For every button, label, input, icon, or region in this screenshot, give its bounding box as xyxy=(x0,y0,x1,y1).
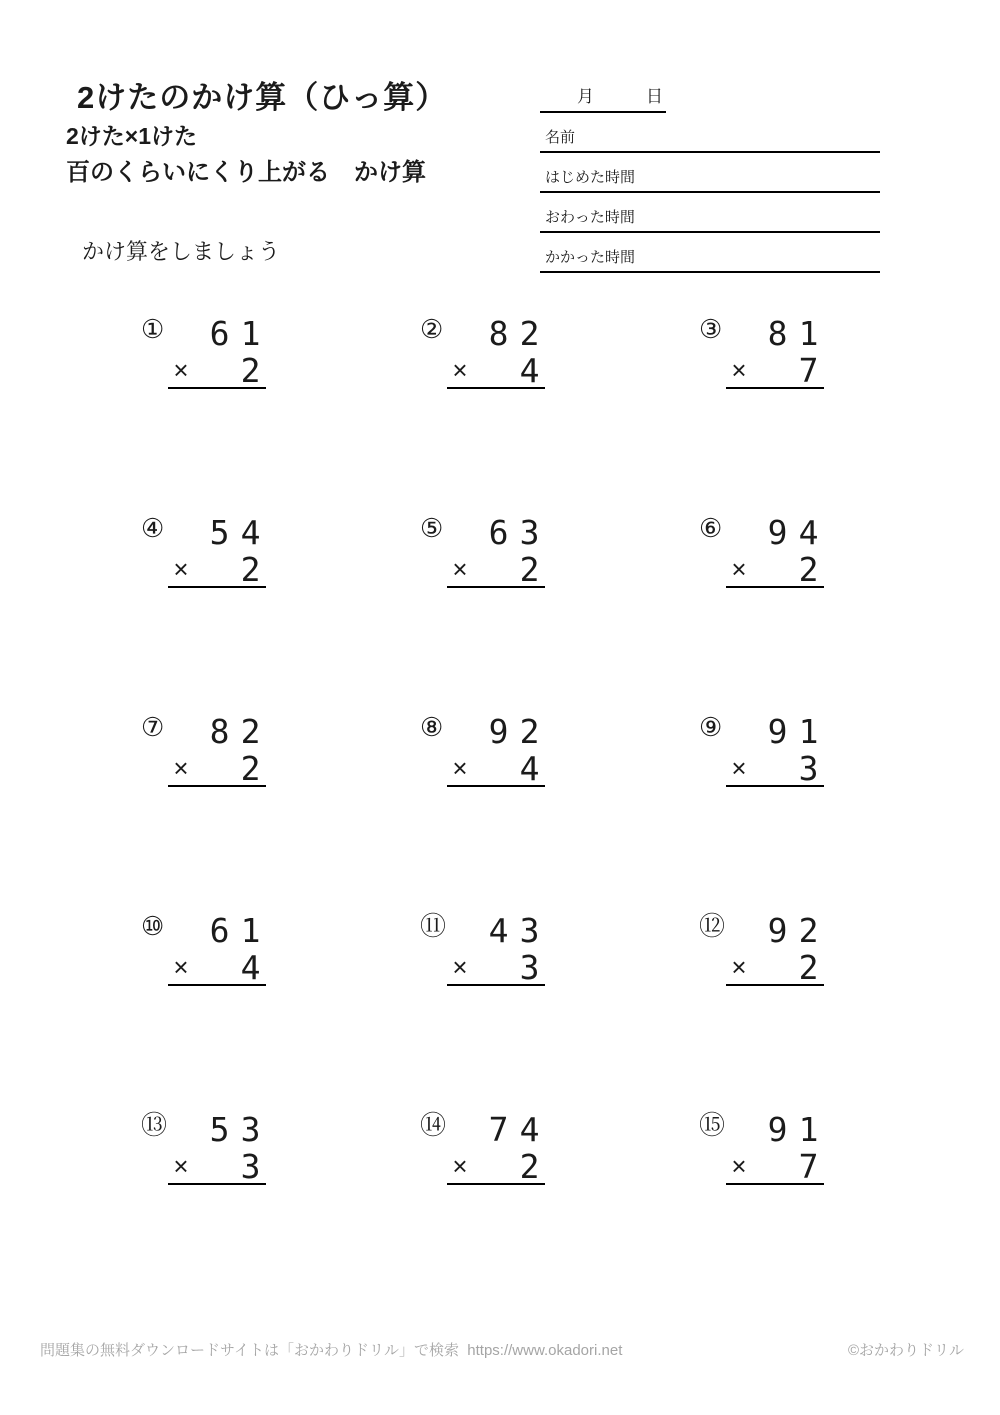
multiply-icon: × xyxy=(731,1151,747,1181)
problem-10 xyxy=(141,911,420,1110)
multiplier-digit: 7 xyxy=(798,1147,819,1186)
multiplicand-tens-digit: 9 xyxy=(767,911,788,950)
calc-area xyxy=(168,712,266,787)
multiplicand-ones-digit: 2 xyxy=(798,911,819,950)
calc-area xyxy=(726,513,824,588)
multiplier-digit: 2 xyxy=(798,550,819,589)
problem-number-icon: ⑦ xyxy=(141,712,165,742)
multiply-icon: × xyxy=(452,355,468,385)
multiplicand-tens-digit: 5 xyxy=(209,1110,230,1149)
instruction-text: かけ算をしましょう xyxy=(82,239,281,264)
problem-15 xyxy=(699,1110,978,1309)
multiplicand-row xyxy=(168,712,266,752)
problem-13 xyxy=(141,1110,420,1309)
calc-area xyxy=(726,1110,824,1185)
multiplicand-tens-digit: 5 xyxy=(209,513,230,552)
multiplicand-row xyxy=(726,314,824,354)
calc-area xyxy=(726,314,824,389)
multiplier-row xyxy=(726,351,824,390)
problem-2 xyxy=(420,314,699,513)
multiplicand-tens-digit: 9 xyxy=(767,1110,788,1149)
calc-area xyxy=(168,1110,266,1185)
multiplicand-row xyxy=(447,513,545,553)
problem-number-icon: ④ xyxy=(141,513,165,543)
multiplier-row xyxy=(726,550,824,589)
problem-7 xyxy=(141,712,420,911)
problem-14 xyxy=(420,1110,699,1309)
footer-copyright-text: ©おかわりドリル xyxy=(847,1342,964,1359)
problem-number-icon: ⑮ xyxy=(699,1110,726,1140)
multiplier-row xyxy=(447,749,545,788)
multiply-icon: × xyxy=(731,355,747,385)
multiplicand-row xyxy=(726,712,824,752)
multiply-icon: × xyxy=(452,753,468,783)
date-field xyxy=(540,80,666,113)
multiplier-row xyxy=(168,351,266,390)
multiplier-digit: 4 xyxy=(240,948,261,987)
problem-5 xyxy=(420,513,699,712)
calc-area xyxy=(726,911,824,986)
multiplicand-tens-digit: 4 xyxy=(488,911,509,950)
multiplicand-tens-digit: 8 xyxy=(209,712,230,751)
multiplicand-ones-digit: 1 xyxy=(798,712,819,751)
problem-number-icon: ⑥ xyxy=(699,513,723,543)
multiply-icon: × xyxy=(452,1151,468,1181)
page-title: 2けたのかけ算（ひっ算） xyxy=(77,80,448,115)
problem-number-icon: ⑧ xyxy=(420,712,444,742)
problem-number-icon: ⑨ xyxy=(699,712,723,742)
problem-12 xyxy=(699,911,978,1110)
multiply-icon: × xyxy=(731,753,747,783)
problem-9 xyxy=(699,712,978,911)
multiplicand-ones-digit: 2 xyxy=(240,712,261,751)
elapsed-time-label: かかった時間 xyxy=(545,248,636,266)
multiplicand-row xyxy=(168,513,266,553)
subtitle-topic: 百のくらいにくり上がる かけ算 xyxy=(66,159,426,186)
multiply-icon: × xyxy=(173,753,189,783)
multiplicand-row xyxy=(447,911,545,951)
multiplicand-ones-digit: 3 xyxy=(240,1110,261,1149)
multiplier-digit: 2 xyxy=(798,948,819,987)
multiplier-digit: 4 xyxy=(519,351,540,390)
multiplicand-ones-digit: 2 xyxy=(519,712,540,751)
multiplicand-ones-digit: 1 xyxy=(798,1110,819,1149)
problem-number-icon: ⑭ xyxy=(420,1110,447,1140)
multiplier-row xyxy=(168,550,266,589)
multiply-icon: × xyxy=(452,952,468,982)
problem-number-icon: ⑫ xyxy=(699,911,726,941)
multiplicand-ones-digit: 1 xyxy=(240,314,261,353)
multiplier-row xyxy=(447,351,545,390)
multiplicand-tens-digit: 9 xyxy=(488,712,509,751)
multiplier-row xyxy=(447,948,545,987)
footer-site-text: 問題集の無料ダウンロードサイトは「おかわりドリル」で検索 https://www.okadori.net xyxy=(40,1342,623,1359)
multiplier-digit: 4 xyxy=(519,749,540,788)
multiplicand-row xyxy=(447,712,545,752)
multiplier-row xyxy=(168,1147,266,1186)
multiplicand-tens-digit: 8 xyxy=(488,314,509,353)
multiplier-row xyxy=(726,948,824,987)
multiplicand-row xyxy=(726,513,824,553)
calc-area xyxy=(447,314,545,389)
multiply-icon: × xyxy=(173,554,189,584)
multiplier-digit: 2 xyxy=(240,351,261,390)
multiplier-row xyxy=(726,749,824,788)
multiplicand-ones-digit: 4 xyxy=(240,513,261,552)
problem-6 xyxy=(699,513,978,712)
multiplicand-row xyxy=(726,1110,824,1150)
multiplier-digit: 3 xyxy=(798,749,819,788)
name-label: 名前 xyxy=(545,128,576,146)
problem-11 xyxy=(420,911,699,1110)
start-time-field xyxy=(540,153,880,193)
multiplicand-ones-digit: 3 xyxy=(519,513,540,552)
multiplicand-row xyxy=(168,911,266,951)
multiplicand-tens-digit: 8 xyxy=(767,314,788,353)
problem-number-icon: ③ xyxy=(699,314,723,344)
multiplier-digit: 2 xyxy=(519,1147,540,1186)
multiplier-row xyxy=(447,550,545,589)
multiplicand-tens-digit: 6 xyxy=(209,911,230,950)
multiply-icon: × xyxy=(173,1151,189,1181)
calc-area xyxy=(447,513,545,588)
multiplicand-tens-digit: 6 xyxy=(209,314,230,353)
multiplier-row xyxy=(168,948,266,987)
multiply-icon: × xyxy=(173,952,189,982)
multiplicand-row xyxy=(726,911,824,951)
calc-area xyxy=(168,513,266,588)
multiplicand-tens-digit: 9 xyxy=(767,712,788,751)
calc-area xyxy=(726,712,824,787)
multiplier-digit: 2 xyxy=(240,550,261,589)
calc-area xyxy=(447,1110,545,1185)
problem-number-icon: ⑤ xyxy=(420,513,444,543)
calc-area xyxy=(168,314,266,389)
multiplicand-tens-digit: 7 xyxy=(488,1110,509,1149)
multiplicand-ones-digit: 1 xyxy=(240,911,261,950)
multiply-icon: × xyxy=(452,554,468,584)
problem-number-icon: ⑩ xyxy=(141,911,165,941)
multiplier-digit: 2 xyxy=(240,749,261,788)
multiply-icon: × xyxy=(731,554,747,584)
end-time-field xyxy=(540,193,880,233)
multiplier-digit: 3 xyxy=(240,1147,261,1186)
multiplier-row xyxy=(168,749,266,788)
name-field xyxy=(540,113,880,153)
problem-number-icon: ② xyxy=(420,314,444,344)
month-label: 月 xyxy=(577,87,594,106)
multiplicand-row xyxy=(168,1110,266,1150)
calc-area xyxy=(168,911,266,986)
multiplicand-ones-digit: 1 xyxy=(798,314,819,353)
multiplicand-row xyxy=(447,314,545,354)
multiplicand-ones-digit: 4 xyxy=(519,1110,540,1149)
multiplier-row xyxy=(447,1147,545,1186)
multiplicand-ones-digit: 2 xyxy=(519,314,540,353)
problem-1 xyxy=(141,314,420,513)
problem-number-icon: ① xyxy=(141,314,165,344)
problems-grid xyxy=(141,314,978,1309)
start-time-label: はじめた時間 xyxy=(545,168,636,186)
calc-area xyxy=(447,712,545,787)
multiplier-row xyxy=(726,1147,824,1186)
multiply-icon: × xyxy=(173,355,189,385)
multiplicand-tens-digit: 6 xyxy=(488,513,509,552)
problem-number-icon: ⑬ xyxy=(141,1110,168,1140)
multiplier-digit: 7 xyxy=(798,351,819,390)
multiplicand-tens-digit: 9 xyxy=(767,513,788,552)
multiplicand-ones-digit: 3 xyxy=(519,911,540,950)
end-time-label: おわった時間 xyxy=(545,208,635,226)
info-form xyxy=(540,80,880,273)
problem-4 xyxy=(141,513,420,712)
calc-area xyxy=(447,911,545,986)
problem-8 xyxy=(420,712,699,911)
multiplicand-row xyxy=(447,1110,545,1150)
multiplicand-row xyxy=(168,314,266,354)
day-label: 日 xyxy=(646,87,663,106)
elapsed-time-field xyxy=(540,233,880,273)
subtitle-digits: 2けた×1けた xyxy=(66,123,198,149)
multiplier-digit: 2 xyxy=(519,550,540,589)
multiply-icon: × xyxy=(731,952,747,982)
problem-3 xyxy=(699,314,978,513)
multiplicand-ones-digit: 4 xyxy=(798,513,819,552)
multiplier-digit: 3 xyxy=(519,948,540,987)
problem-number-icon: ⑪ xyxy=(420,911,447,941)
